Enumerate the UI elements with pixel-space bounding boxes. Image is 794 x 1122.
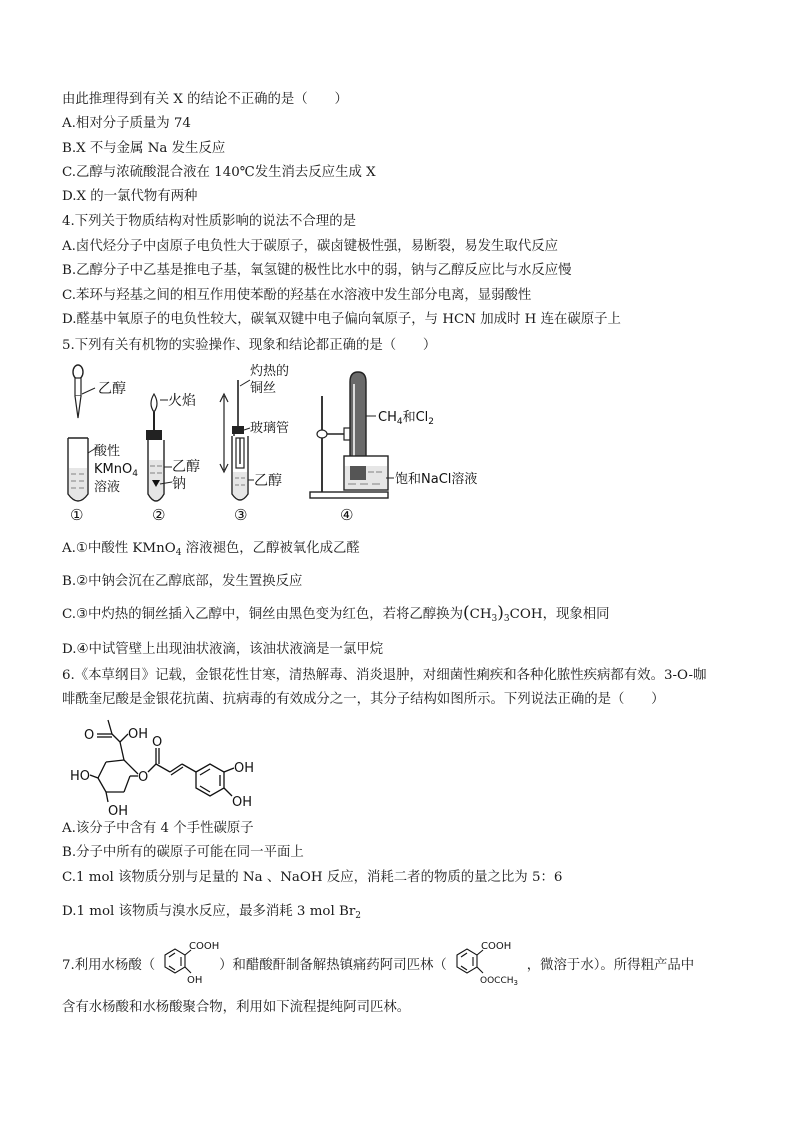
experiment-figure (60, 360, 500, 528)
molecule-bonds (90, 720, 234, 802)
question-7-stem-2: 含有水杨酸和水杨酸聚合物，利用如下流程提纯阿司匹林。 (62, 1000, 411, 1015)
option-d: D.X 的一氯代物有两种 (62, 189, 198, 204)
q5-option-a (62, 540, 360, 562)
q6-option-b: B.分子中所有的碳原子可能在同一平面上 (62, 845, 304, 860)
label-ethanol-1: 乙醇 (98, 381, 126, 397)
label-solution: 溶液 (94, 480, 121, 495)
atom-o-keto: O (84, 728, 95, 743)
atom-o-carbonyl: O (152, 735, 163, 750)
label-saturated-nacl: 饱和NaCl溶液 (395, 472, 478, 487)
formula-ch: CH (469, 607, 492, 622)
apparatus-1 (68, 365, 96, 501)
question-7-stem (62, 940, 695, 987)
label-hot: 灼热的 (250, 364, 290, 379)
paren-open: ( (462, 603, 470, 623)
question-6-stem: 6.《本草纲目》记载，金银花性甘寒，清热解毒、消炎退肿，对细菌性痢疾和各种化脓性疾病都有效。3-O-咖 (62, 668, 707, 683)
label-acidic: 酸性 (94, 444, 121, 459)
atom-oh-top: OH (128, 727, 149, 742)
q7-text-3: ，微溶于水）。所得粗产品中 (526, 958, 695, 973)
label-kmno4: KMnO$_4$ (94, 462, 138, 479)
q5-option-c-text-end: ，现象相同 (542, 607, 610, 622)
paren-close: ) (497, 603, 504, 623)
label-sodium: 钠 (172, 476, 186, 492)
label-number-4: ④ (340, 506, 354, 524)
q5-option-c (62, 604, 610, 628)
atom-o-ester: O (138, 770, 149, 785)
q4-option-c: C.苯环与羟基之间的相互作用使苯酚的羟基在水溶液中发生部分电离，显弱酸性 (62, 288, 532, 303)
option-b: B.X 不与金属 Na 发生反应 (62, 141, 226, 156)
label-ethanol-2: 乙醇 (172, 459, 200, 475)
q5-option-d: D.④中试管壁上出现油状液滴，该油状液滴是一氯甲烷 (62, 642, 384, 657)
atom-ho-left: HO (70, 769, 91, 784)
label-glass-tube: 玻璃管 (250, 421, 290, 436)
q6-option-c: C.1 mol 该物质分别与足量的 Na 、NaOH 反应，消耗二者的物质的量之比为 5：6 (62, 870, 563, 885)
label-flame: 火焰 (168, 393, 196, 409)
q6-option-a: A.该分子中含有 4 个手性碳原子 (62, 821, 254, 836)
option-c: C.乙醇与浓硫酸混合液在 140℃发生消去反应生成 X (62, 165, 376, 180)
label-ch4-cl2: $CH_4$和$Cl_2$ (378, 410, 435, 427)
q5-option-b: B.②中钠会沉在乙醇底部，发生置换反应 (62, 574, 303, 589)
question-stem-line: 由此推理得到有关 X 的结论不正确的是（ ） (62, 92, 348, 107)
salicylic-oh: OH (187, 974, 203, 986)
salicylic-acid-structure (155, 939, 219, 987)
formula-sub-1: 3 (491, 614, 498, 624)
q7-text-1: 7.利用水杨酸（ (62, 958, 156, 973)
q5-option-a-text-end: 溶液褪色，乙醇被氧化成乙醛 (181, 541, 360, 556)
atom-oh-bottom: OH (108, 804, 129, 819)
q5-option-c-text: C.③中灼热的铜丝插入乙醇中，铜丝由黑色变为红色，若将乙醇换为 (62, 607, 463, 622)
apparatus-4 (310, 372, 394, 498)
q5-option-a-text: A.①中酸性 KMnO (62, 541, 176, 556)
apparatus-2 (146, 394, 172, 501)
option-a: A.相对分子质量为 74 (62, 116, 191, 131)
molecule-structure (68, 712, 278, 820)
salicylic-cooh: COOH (189, 940, 220, 952)
label-number-3: ③ (234, 506, 248, 524)
question-5-stem: 5.下列有关有机物的实验操作、现象和结论都正确的是（ ） (62, 338, 437, 353)
label-copper-wire: 铜丝 (250, 381, 277, 396)
label-number-2: ② (152, 506, 166, 524)
q6-option-d-text: D.1 mol 该物质与溴水反应，最多消耗 3 mol Br (62, 904, 356, 919)
aspirin-ooccch3: $OOCCH_3$ (479, 975, 518, 987)
label-ethanol-3: 乙醇 (254, 473, 282, 489)
q4-option-a: A.卤代烃分子中卤原子电负性大于碳原子，碳卤键极性强，易断裂，易发生取代反应 (62, 239, 558, 254)
label-number-1: ① (70, 506, 84, 524)
q7-text-2: ）和醋酸酐制备解热镇痛药阿司匹林（ (219, 958, 447, 973)
q6-option-d-subscript: 2 (355, 911, 361, 921)
q4-option-b: B.乙醇分子中乙基是推电子基，氧氢键的极性比水中的弱，钠与乙醇反应比与水反应慢 (62, 263, 572, 278)
aspirin-structure (447, 939, 527, 987)
formula-coh: COH (509, 607, 543, 622)
q6-option-d (62, 903, 361, 925)
formula-sub-2: 3 (503, 614, 510, 624)
aspirin-cooh: COOH (480, 940, 512, 952)
question-6-stem-2: 啡酰奎尼酸是金银花抗菌、抗病毒的有效成分之一，其分子结构如图所示。下列说法正确的是（ ） (62, 692, 665, 707)
q4-option-d: D.醛基中氧原子的电负性较大，碳氧双键中电子偏向氧原子，与 HCN 加成时 H 连在碳原子上 (62, 312, 621, 327)
atom-oh-ring-1: OH (234, 761, 255, 776)
question-4-stem: 4.下列关于物质结构对性质影响的说法不合理的是 (62, 214, 356, 229)
apparatus-3 (220, 380, 254, 500)
atom-oh-ring-2: OH (232, 795, 253, 810)
q5-option-a-subscript: 4 (175, 548, 182, 558)
